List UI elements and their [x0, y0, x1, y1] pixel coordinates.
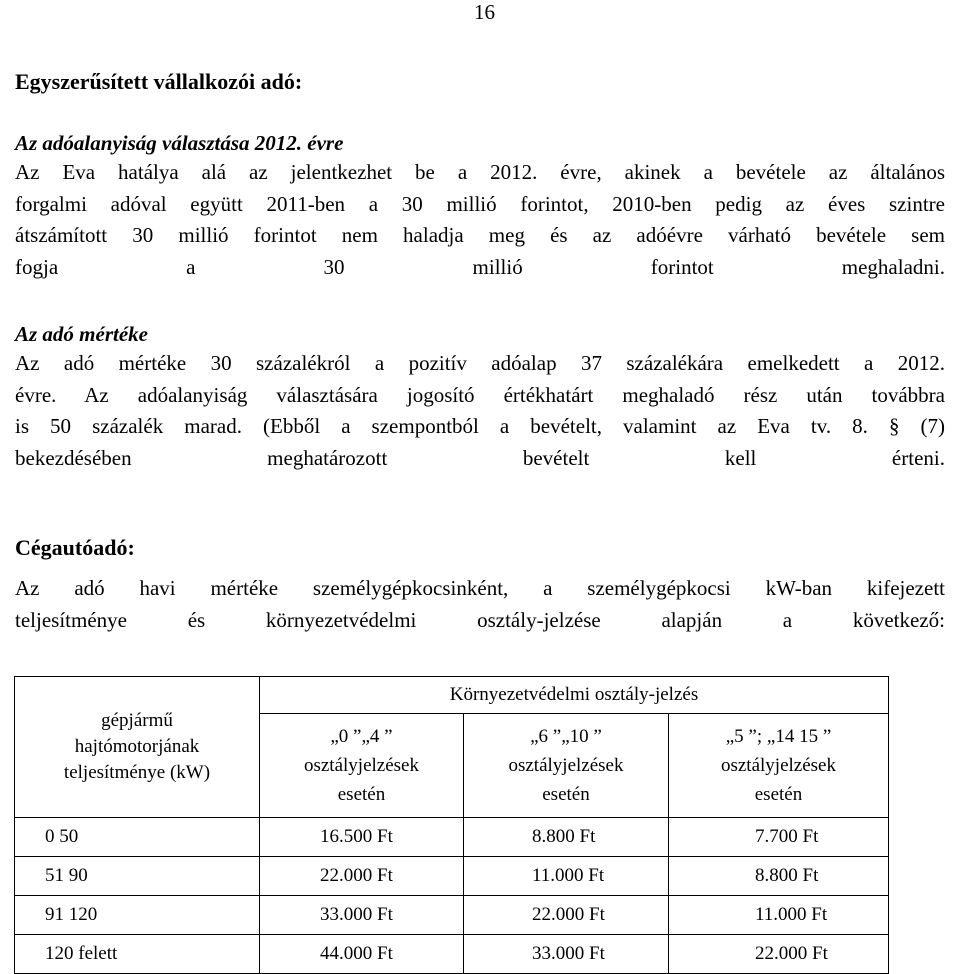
table-row [15, 818, 889, 857]
value-cell: 22.000 Ft [669, 935, 889, 974]
range-cell: 120 felett [15, 935, 260, 974]
paragraph-line: teljesítménye és környezetvédelmi osztály-jelzése alapján a következő: [15, 607, 945, 632]
paragraph-line: évre. Az adóalanyiság választására jogosító értékhatárt meghaladó rész után továbbra [15, 382, 945, 407]
value-cell: 7.700 Ft [669, 818, 889, 857]
paragraph-line: forgalmi adóval együtt 2011-ben a 30 millió forintot, 2010-ben pedig az éves szintre [15, 191, 945, 216]
column-header-line: esetén [542, 784, 590, 805]
value-cell: 22.000 Ft [260, 857, 464, 896]
row-header-cell [15, 677, 260, 818]
column-header-line: osztályjelzések [508, 755, 624, 776]
table-row [15, 935, 889, 974]
column-header-line: osztályjelzések [303, 755, 419, 776]
value-cell: 33.000 Ft [260, 896, 464, 935]
group-header: Környezetvédelmi osztály-jelzés [260, 677, 889, 714]
paragraph-ado-merteke [15, 348, 945, 474]
subtitle-ado-merteke: Az adó mértéke [15, 322, 148, 346]
row-header-line: teljesítménye (kW) [63, 762, 211, 783]
column-header [669, 714, 889, 818]
column-header [464, 714, 669, 818]
column-header-line: „0 ”„4 ” [330, 726, 393, 747]
value-cell: 22.000 Ft [464, 896, 669, 935]
row-header-line: hajtómotorjának [74, 736, 200, 757]
column-header-line: „6 ”„10 ” [530, 726, 602, 747]
column-header-line: esetén [337, 784, 386, 805]
paragraph-line: Az adó mértéke 30 százalékról a pozitív adóalap 37 százalékára emelkedett a 2012. [15, 351, 945, 375]
subtitle-adoalanyisag: Az adóalanyiság választása 2012. évre [15, 131, 344, 155]
paragraph-line: bekezdésében meghatározott bevételt kell érteni. [15, 445, 945, 470]
value-cell: 11.000 Ft [464, 857, 669, 896]
page-number: 16 [474, 0, 495, 24]
column-header-line: osztályjelzések [720, 755, 836, 776]
section-title-cegautoado: Cégautóadó: [15, 535, 135, 560]
range-cell: 91 120 [15, 896, 260, 935]
range-cell: 51 90 [15, 857, 260, 896]
value-cell: 11.000 Ft [669, 896, 889, 935]
paragraph-line: Az adó havi mértéke személygépkocsinként, a személygépkocsi kW-ban kifejezett [15, 576, 945, 600]
column-header-line: „5 ”; „14 15 ” [725, 726, 832, 747]
table-row [15, 896, 889, 935]
section-title-eva: Egyszerűsített vállalkozói adó: [15, 69, 303, 94]
table-row [15, 857, 889, 896]
paragraph-line: átszámított 30 millió forintot nem haladja meg és az adóévre várható bevétele sem [15, 223, 945, 247]
range-cell: 0 50 [15, 818, 260, 857]
paragraph-cegautoado [15, 573, 945, 636]
value-cell: 33.000 Ft [464, 935, 669, 974]
paragraph-eva [15, 157, 945, 283]
value-cell: 8.800 Ft [464, 818, 669, 857]
cegautoado-table [14, 676, 889, 974]
row-header-line: gépjármű [101, 710, 173, 731]
value-cell: 44.000 Ft [260, 935, 464, 974]
column-header [260, 714, 464, 818]
value-cell: 8.800 Ft [669, 857, 889, 896]
paragraph-line: is 50 százalék marad. (Ebből a szempontból a bevételt, valamint az Eva tv. 8. § (7) [15, 414, 945, 438]
value-cell: 16.500 Ft [260, 818, 464, 857]
paragraph-line: fogja a 30 millió forintot meghaladni. [15, 254, 945, 279]
paragraph-line: Az Eva hatálya alá az jelentkezhet be a 2012. évre, akinek a bevétele az általános [15, 160, 945, 184]
column-header-line: esetén [754, 784, 803, 805]
